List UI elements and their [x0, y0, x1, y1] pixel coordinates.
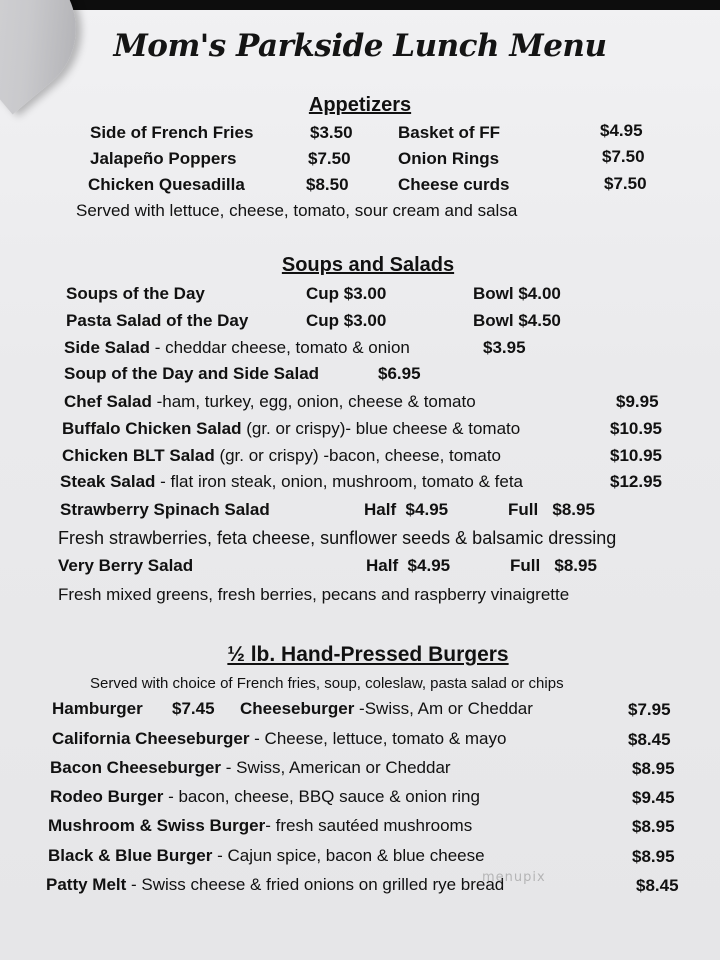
menu-item-name: Side Salad: [64, 338, 150, 357]
menu-item-price: $12.95: [610, 472, 662, 491]
menu-item-name: Hamburger: [52, 699, 143, 718]
menu-item-desc: - Cajun spice, bacon & blue cheese: [212, 846, 485, 865]
appetizer-price: $7.50: [308, 149, 351, 168]
menu-item-name: Strawberry Spinach Salad: [60, 500, 270, 519]
appetizer-price: $7.50: [602, 147, 645, 166]
burgers-heading: ½ lb. Hand-Pressed Burgers: [227, 643, 509, 666]
watermark: menupix: [482, 870, 546, 885]
menu-item-name: California Cheeseburger: [52, 729, 250, 748]
menu-item-price: $8.45: [628, 730, 671, 749]
menu-item: [240, 699, 533, 719]
menu-item-price: Cup $3.00: [306, 311, 387, 330]
menu-item-name: Soup of the Day and Side Salad: [64, 364, 320, 383]
menu-item-name: Mushroom & Swiss Burger: [48, 816, 266, 835]
menu-item-price: $8.95: [632, 847, 675, 866]
menu-item: [52, 729, 506, 749]
appetizer-name: Basket of FF: [398, 123, 501, 142]
menu-item-desc: Fresh strawberries, feta cheese, sunflower seeds & balsamic dressing: [58, 528, 617, 548]
menu-item-name: Very Berry Salad: [58, 556, 194, 575]
menu-item-name: Patty Melt: [46, 875, 127, 894]
menu-item-price: $6.95: [378, 364, 421, 383]
menu-item: [62, 446, 501, 466]
menu-item-desc: -ham, turkey, egg, onion, cheese & tomato: [151, 392, 476, 411]
menu-item-name: Cheeseburger: [240, 699, 355, 718]
appetizer-price: $7.50: [604, 174, 647, 193]
appetizer-name: Chicken Quesadilla: [88, 175, 245, 194]
menu-item-price: $7.95: [628, 700, 671, 719]
menu-title: Mom's Parkside Lunch Menu: [113, 28, 607, 64]
appetizer-price: $4.95: [600, 121, 643, 140]
top-edge-shadow: [60, 0, 720, 10]
menu-item: [48, 846, 485, 866]
menu-item-name: Chef Salad: [64, 392, 152, 411]
menu-item-name: Steak Salad: [60, 472, 156, 491]
menu-item-name: Black & Blue Burger: [48, 846, 213, 865]
appetizer-price: $3.50: [310, 123, 353, 142]
menu-item-price: Bowl $4.00: [473, 284, 561, 303]
menu-item-name: Buffalo Chicken Salad: [62, 419, 242, 438]
menu-item-name: Rodeo Burger: [50, 787, 164, 806]
menu-item: [48, 816, 472, 836]
menu-item-desc: - fresh sautéed mushrooms: [265, 816, 473, 835]
menu-item-price: Half $4.95: [364, 500, 449, 519]
appetizers-heading: Appetizers: [308, 94, 412, 116]
menu-item-price: $3.95: [483, 338, 526, 357]
appetizers-note: Served with lettuce, cheese, tomato, sour cream and salsa: [76, 201, 518, 220]
appetizer-name: Cheese curds: [398, 175, 510, 194]
menu-item-desc: - Swiss, American or Cheddar: [221, 758, 451, 777]
menu-item-name: Chicken BLT Salad: [62, 446, 215, 465]
menu-item: [50, 758, 451, 778]
menu-item-desc: -Swiss, Am or Cheddar: [354, 699, 533, 718]
appetizer-name: Onion Rings: [398, 149, 500, 168]
soups-heading: Soups and Salads: [281, 254, 455, 276]
menu-item-price: Full $8.95: [510, 556, 597, 575]
menu-item-desc: - Cheese, lettuce, tomato & mayo: [249, 729, 507, 748]
menu-item-price: $7.45: [172, 699, 215, 718]
menu-item-name: Soups of the Day: [66, 284, 205, 303]
menu-item-price: $10.95: [610, 446, 662, 465]
burgers-note: Served with choice of French fries, soup, coleslaw, pasta salad or chips: [90, 675, 564, 692]
menu-item-price: Bowl $4.50: [473, 311, 561, 330]
appetizer-name: Side of French Fries: [90, 123, 254, 142]
menu-item: [46, 875, 504, 895]
menu-item: [62, 419, 520, 439]
menu-item-price: $9.45: [632, 788, 675, 807]
menu-item-desc: Fresh mixed greens, fresh berries, pecans and raspberry vinaigrette: [58, 585, 570, 604]
appetizer-name: Jalapeño Poppers: [90, 149, 237, 168]
menu-item-price: $9.95: [616, 392, 659, 411]
menu-item-name: Pasta Salad of the Day: [66, 311, 249, 330]
menu-item: [64, 338, 410, 358]
menu-item-price: $8.95: [632, 817, 675, 836]
menu-item: [64, 392, 476, 412]
appetizer-price: $8.50: [306, 175, 349, 194]
menu-item: [60, 472, 523, 492]
menu-item-desc: - bacon, cheese, BBQ sauce & onion ring: [163, 787, 480, 806]
menu-item-name: Bacon Cheeseburger: [50, 758, 221, 777]
menu-item-desc: - cheddar cheese, tomato & onion: [149, 338, 410, 357]
menu-item-price: Half $4.95: [366, 556, 451, 575]
menu-item-price: Full $8.95: [508, 500, 595, 519]
menu-item-desc: - flat iron steak, onion, mushroom, tomato & feta: [155, 472, 524, 491]
menu-item-price: $8.95: [632, 759, 675, 778]
menu-item-desc: - Swiss cheese & fried onions on grilled rye bread: [126, 875, 505, 894]
menu-item: [50, 787, 480, 807]
menu-item-price: Cup $3.00: [306, 284, 387, 303]
menu-item-price: $8.45: [636, 876, 679, 895]
menu-item-price: $10.95: [610, 419, 662, 438]
menu-item-desc: (gr. or crispy)- blue cheese & tomato: [241, 419, 521, 438]
menu-item-desc: (gr. or crispy) -bacon, cheese, tomato: [214, 446, 502, 465]
